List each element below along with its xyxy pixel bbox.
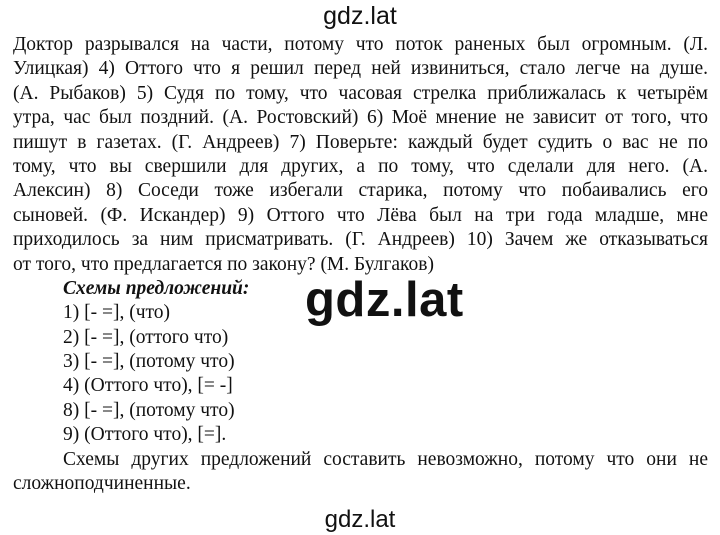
paragraph-line: от того, что предлагается по закону? (М. Булгаков) (13, 253, 434, 275)
paragraph-line: сыновей. (Ф. Искандер) 9) Оттого что Лёва был на три года младше, мне (13, 204, 708, 226)
watermark-center: gdz.lat (305, 273, 464, 327)
watermark-bottom: gdz.lat (324, 506, 396, 533)
solution-text (13, 33, 708, 496)
watermark-top: gdz.lat (323, 2, 397, 30)
schemes-heading: Схемы предложений: (63, 277, 250, 299)
paragraph-line: приходилось за ним присматривать. (Г. Андреев) 10) Зачем же отказываться (13, 229, 708, 251)
paragraph-line: тому, что вы свершили для других, а по тому, что сделали для него. (А. (13, 155, 708, 177)
paragraph-line: Доктор разрывался на части, потому что поток раненых был огромным. (Л. (13, 34, 708, 55)
paragraph-line: Алексин) 8) Соседи тоже избегали старика, потому что побаивались его (13, 180, 708, 202)
paragraph-line: пишут в газетах. (Г. Андреев) 7) Поверьте: каждый будет судить о вас не по (13, 131, 708, 153)
scheme-item: 3) [- =], (потому что) (63, 351, 235, 373)
scheme-item: 1) [- =], (что) (63, 302, 171, 324)
paragraph-line: Улицкая) 4) Оттого что я решил перед ней извиниться, стало легче на душе. (13, 58, 708, 80)
scheme-item: 2) [- =], (оттого что) (63, 326, 229, 348)
scheme-item: 4) (Оттого что), [= -] (63, 375, 233, 397)
paragraph-line: утра, час был поздний. (А. Ростовский) 6) Моё мнение не зависит от того, что (13, 107, 708, 129)
closing-line: сложноподчиненные. (13, 473, 191, 495)
scheme-item: 8) [- =], (потому что) (63, 399, 235, 421)
paragraph-line: (А. Рыбаков) 5) Судя по тому, что часовая стрелка приближалась к четырём (13, 82, 708, 104)
closing-line: Схемы других предложений составить невозможно, потому что они не (63, 448, 708, 470)
scheme-item: 9) (Оттого что), [=]. (63, 424, 227, 446)
